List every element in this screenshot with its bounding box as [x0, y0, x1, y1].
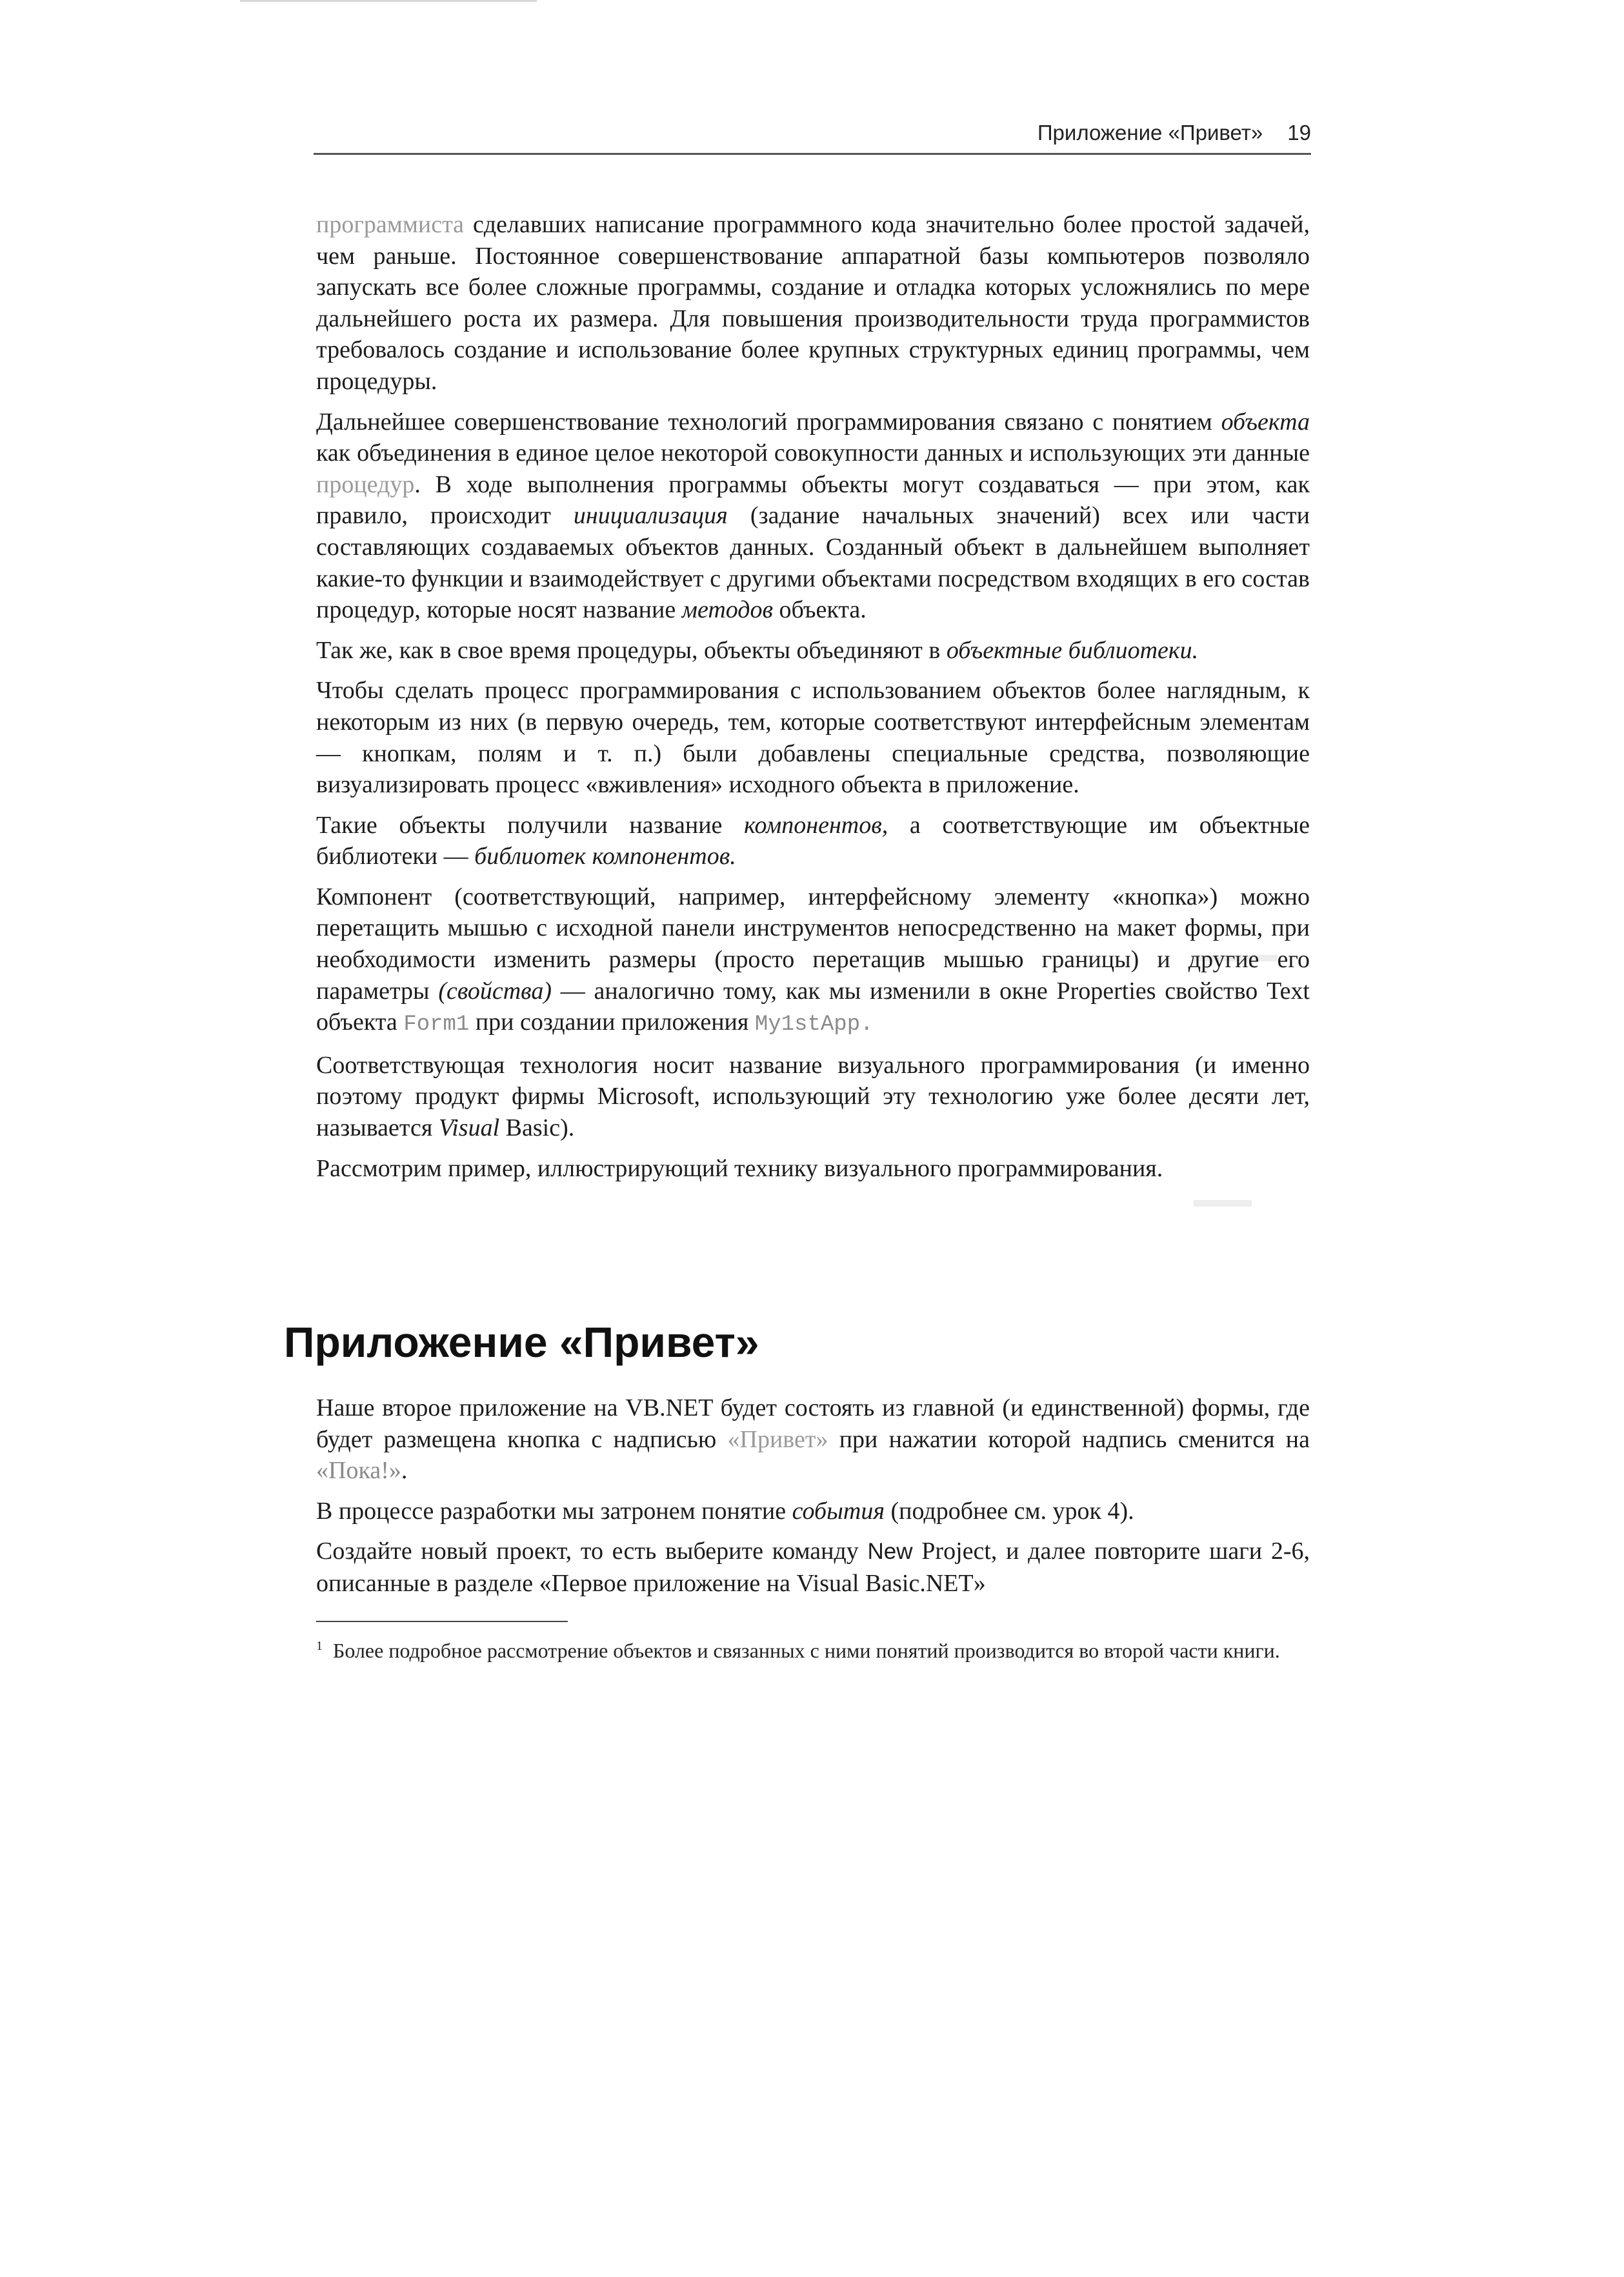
- text-run: (подробнее см. урок 4).: [885, 1497, 1134, 1525]
- ghost-word: «Привет»: [727, 1425, 828, 1453]
- section-paragraph-1: [316, 1392, 1310, 1487]
- text-run: Такие объекты получили название: [316, 811, 745, 839]
- text-run: а соответствующие им объектные библиотеки —: [316, 811, 1310, 870]
- running-head-title: Приложение «Привет»: [1037, 121, 1263, 145]
- running-head: [314, 120, 1311, 152]
- term-components: компонентов,: [744, 811, 888, 839]
- text-run: Компонент (соответствующий, например, интерфейсному элементу «кнопка») можно перетащить мышью с исходной панели инструментов непосредственно на макет формы, при необходимости изменить размеры (просто перетащив мышью границы) и другие его параметры: [316, 883, 1310, 1005]
- text-run: Basic).: [499, 1114, 575, 1142]
- text-run: при создании приложения: [469, 1008, 755, 1036]
- paragraph-7: [316, 1050, 1310, 1144]
- ghost-word: процедур: [316, 470, 415, 498]
- paragraph-2: Дальнейшее совершенствование технологий программирования связано с понятием объекта как объединения в единое целое некоторой совокупности данных и использующих эти данные процедур. В ходе выполнения программы объекты могут создаваться — при этом, как правило, происходит инициализация (задание начальных значений) всех или части составляющих создаваемых объектов данных. Созданный объект в дальнейшем выполняет какие-то функции и взаимодействует с другими объектами посредством входящих в его состав процедур, которые носят название методов объекта.: [316, 408, 1310, 624]
- text-run: Чтобы сделать процесс программирования с использованием объектов более наглядным, к некоторым из них (в первую очередь, тем, которые соответствуют интерфейсным элементам — кнопкам, полям и т. п.) были добавлены специальные средства, позволяющие визуализировать процесс «вживления» исходного объекта в приложение.: [316, 677, 1310, 799]
- code-form1: Form1: [403, 1012, 470, 1038]
- text-run: Соответствующая технология носит название визуального программирования (и именно поэтому продукт фирмы Microsoft, использующий эту технологию уже более десяти лет, называется: [316, 1051, 1310, 1142]
- section-body-text: [316, 1392, 1310, 1609]
- footnote-marker: 1: [316, 1639, 323, 1653]
- paragraph-4: [316, 675, 1310, 800]
- paragraph-1: [316, 209, 1310, 397]
- text-run: Дальнейшее совершенствование технологий программирования связано с понятием: [316, 408, 1221, 436]
- text-run: объекта.: [772, 596, 867, 624]
- text-run: Рассмотрим пример, иллюстрирующий технику визуального программирования.: [316, 1154, 1163, 1182]
- section-heading: Приложение «Привет»: [284, 1318, 759, 1366]
- menu-command-new: New: [867, 1539, 913, 1565]
- term-properties: (свойства): [438, 977, 552, 1005]
- term-component-libraries: библиотек компонентов.: [474, 843, 736, 870]
- page-number: 19: [1287, 121, 1311, 145]
- text-run: Project, и далее повторите шаги 2-6, описанные в разделе «Первое приложение на Visual Basic.NET»: [316, 1538, 1310, 1597]
- text-run: при нажатии которой надпись сменится на: [828, 1425, 1310, 1453]
- body-text: [316, 209, 1310, 1193]
- term-initialization: инициализация: [573, 502, 728, 530]
- text-run: — аналогично тому, как мы изменили в окне Properties свойство Text объекта: [316, 977, 1310, 1036]
- term-object-libraries: объектные библиотеки.: [946, 636, 1199, 664]
- text-run: .: [401, 1457, 408, 1485]
- section-paragraph-3: [316, 1536, 1310, 1599]
- footnote-text: Более подробное рассмотрение объектов и связанных с ними понятий производится во второй части книги.: [333, 1639, 1280, 1662]
- code-my1stapp: My1stApp.: [754, 1012, 874, 1038]
- text-run: (задание начальных значений) всех или части составляющих создаваемых объектов данных. Созданный объект в дальнейшем выполняет какие-то функции и взаимодействует с другими объектами посредством входящих в его состав процедур, которые носят название: [316, 502, 1310, 624]
- section-paragraph-2: [316, 1496, 1310, 1527]
- text-run: Наше второе приложение на VB.NET будет состоять из главной (и единственной) формы, где будет размещена кнопка с надписью: [316, 1394, 1310, 1453]
- term-methods: методов: [681, 596, 773, 624]
- paragraph-1-text: сделавших написание программного кода значительно более простой задачей, чем раньше. Постоянное совершенствование аппаратной базы компьютеров позволяло запускать все более сложные программы, создание и отладка которых усложнялись по мере дальнейшего роста их размера. Для повышения производительности труда программистов требовалось создание и использование более крупных структурных единиц программы, чем процедуры.: [316, 211, 1310, 395]
- text-run: В ходе выполнения программы объекты могут создаваться — при этом, как правило, происходит: [316, 470, 1310, 530]
- text-run: Создайте новый проект, то есть выберите команду: [316, 1538, 868, 1565]
- term-events: события: [792, 1497, 885, 1525]
- text-run: В процессе разработки мы затронем понятие: [316, 1497, 792, 1525]
- paragraph-3: [316, 635, 1310, 667]
- text-run: как объединения в единое целое некоторой совокупности данных и использующих эти данные: [316, 439, 1310, 467]
- footnote-rule: [316, 1621, 568, 1622]
- top-edge-rule: [240, 0, 537, 2]
- running-head-rule: [314, 153, 1311, 155]
- text-run: Так же, как в свое время процедуры, объекты объединяют в: [316, 636, 947, 664]
- bleed-mark: [1194, 1200, 1252, 1207]
- term-visual: Visual: [438, 1114, 500, 1142]
- ghost-word: программиста: [316, 211, 465, 238]
- footnote: [316, 1632, 1310, 1664]
- label-poka: «Пока!»: [316, 1457, 401, 1485]
- term-object: объекта: [1221, 408, 1310, 436]
- paragraph-8: [316, 1153, 1310, 1185]
- paragraph-5: [316, 810, 1310, 872]
- paragraph-6: [316, 881, 1310, 1041]
